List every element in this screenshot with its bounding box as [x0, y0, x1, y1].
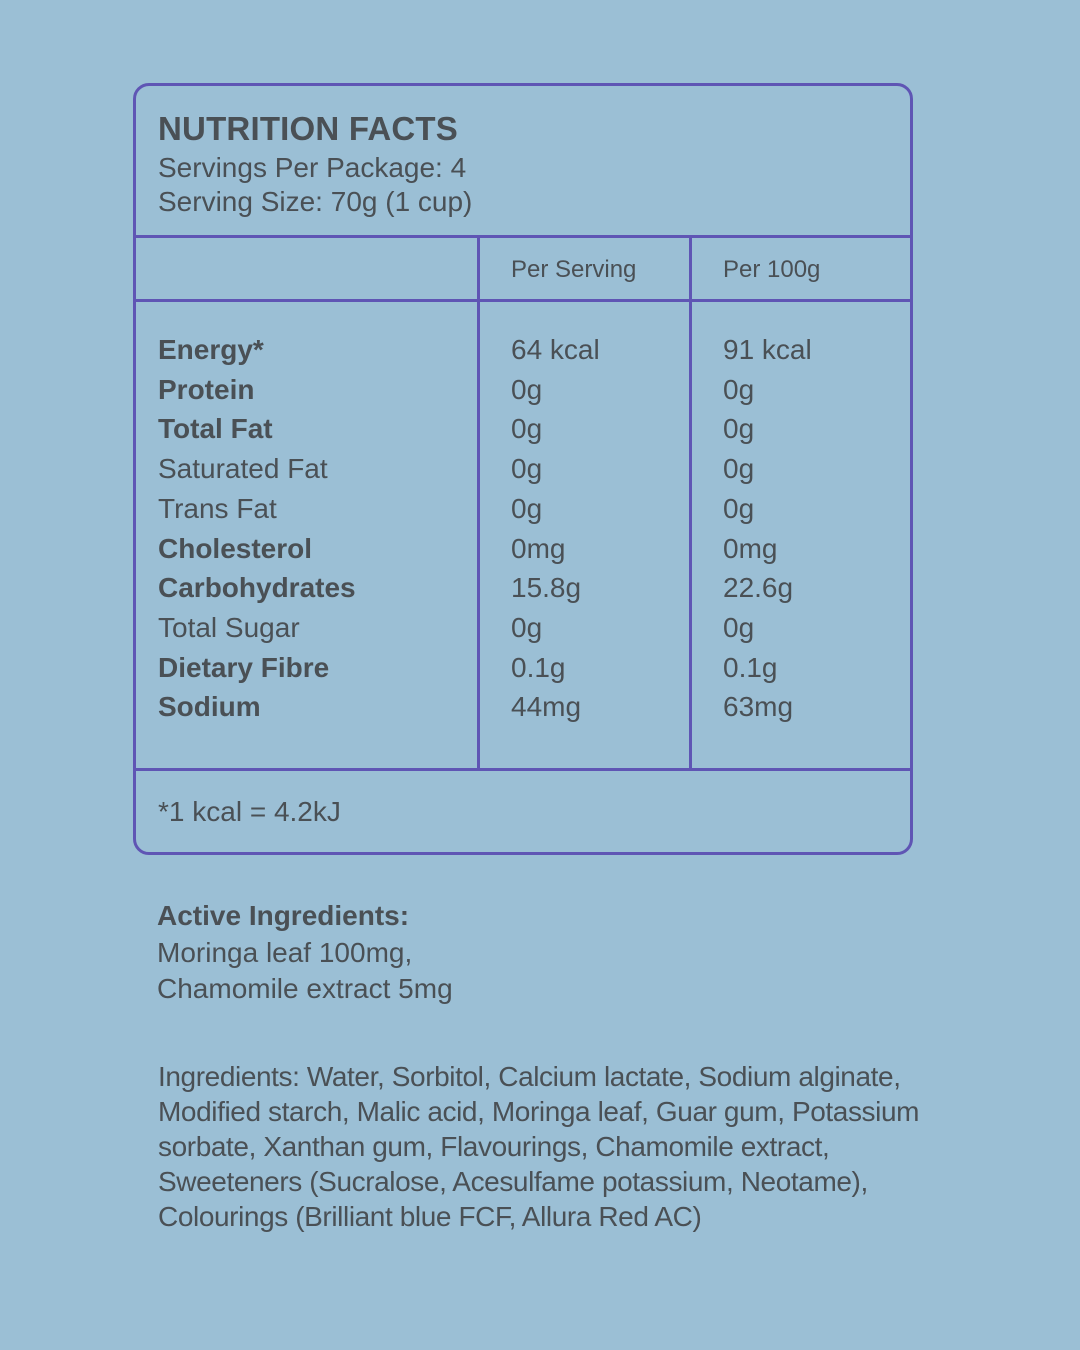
table-row: [136, 533, 910, 573]
per-100g-value: 0.1g: [723, 651, 778, 683]
per-serving-value: 0g: [511, 373, 543, 405]
column-header-divider: [136, 299, 910, 302]
per-serving-value: 0g: [511, 413, 543, 445]
nutrient-name: Total Sugar: [158, 611, 300, 643]
serving-size: Serving Size: 70g (1 cup): [158, 186, 473, 217]
per-100g-value: 0g: [723, 611, 755, 643]
per-serving-value: 0.1g: [511, 651, 566, 683]
table-row: [136, 413, 910, 453]
servings-per-package: Servings Per Package: 4: [158, 152, 467, 183]
nutrient-name: Carbohydrates: [158, 572, 356, 604]
table-row: [136, 572, 910, 612]
per-serving-value: 15.8g: [511, 572, 582, 604]
active-ingredient-chamomile: Chamomile extract 5mg: [157, 973, 453, 1004]
per-100g-value: 0g: [723, 413, 755, 445]
nutrient-name: Dietary Fibre: [158, 651, 330, 683]
nutrient-name: Protein: [158, 373, 255, 405]
per-serving-value: 44mg: [511, 691, 582, 723]
nutrition-facts-panel: [133, 83, 913, 855]
per-100g-value: 0g: [723, 492, 755, 524]
per-100g-value: 91 kcal: [723, 334, 812, 365]
per-serving-value: 0mg: [511, 532, 566, 564]
nutrition-title: NUTRITION FACTS: [158, 110, 458, 147]
active-ingredient-moringa: Moringa leaf 100mg,: [157, 937, 413, 968]
nutrient-name: Total Fat: [158, 413, 273, 445]
nutrient-name: Sodium: [158, 691, 261, 723]
energy-footnote: *1 kcal = 4.2kJ: [158, 796, 341, 827]
per-serving-value: 64 kcal: [511, 334, 600, 365]
per-serving-value: 0g: [511, 492, 543, 524]
column-header-per-serving: Per Serving: [511, 256, 637, 283]
table-row: [136, 453, 910, 493]
nutrient-name: Saturated Fat: [158, 453, 328, 485]
footer-divider: [136, 768, 910, 771]
table-row: [136, 334, 910, 374]
table-row: [136, 652, 910, 692]
column-header-per-100g: Per 100g: [723, 256, 821, 283]
nutrient-name: Cholesterol: [158, 532, 313, 564]
table-row: [136, 691, 910, 731]
per-100g-value: 63mg: [723, 691, 794, 723]
per-serving-value: 0g: [511, 453, 543, 485]
header-divider: [136, 235, 910, 238]
ingredients-list: Ingredients: Water, Sorbitol, Calcium lactate, Sodium alginate, Modified starch, Malic acid, Moringa leaf, Guar gum, Potassium sorbate, Xanthan gum, Flavourings, Chamomile extract, Sweeteners (Sucralose, Acesulfame potassium, Neotame), Colourings (Brilliant blue FCF, Allura Red AC): [158, 1061, 920, 1232]
per-100g-value: 0g: [723, 453, 755, 485]
per-100g-value: 0mg: [723, 532, 778, 564]
table-row: [136, 374, 910, 414]
nutrient-name: Trans Fat: [158, 492, 277, 524]
per-100g-value: 22.6g: [723, 572, 794, 604]
per-serving-value: 0g: [511, 611, 543, 643]
per-100g-value: 0g: [723, 373, 755, 405]
nutrient-name: Energy*: [158, 334, 264, 365]
table-row: [136, 612, 910, 652]
table-row: [136, 493, 910, 533]
active-ingredients-title: Active Ingredients:: [157, 900, 410, 931]
